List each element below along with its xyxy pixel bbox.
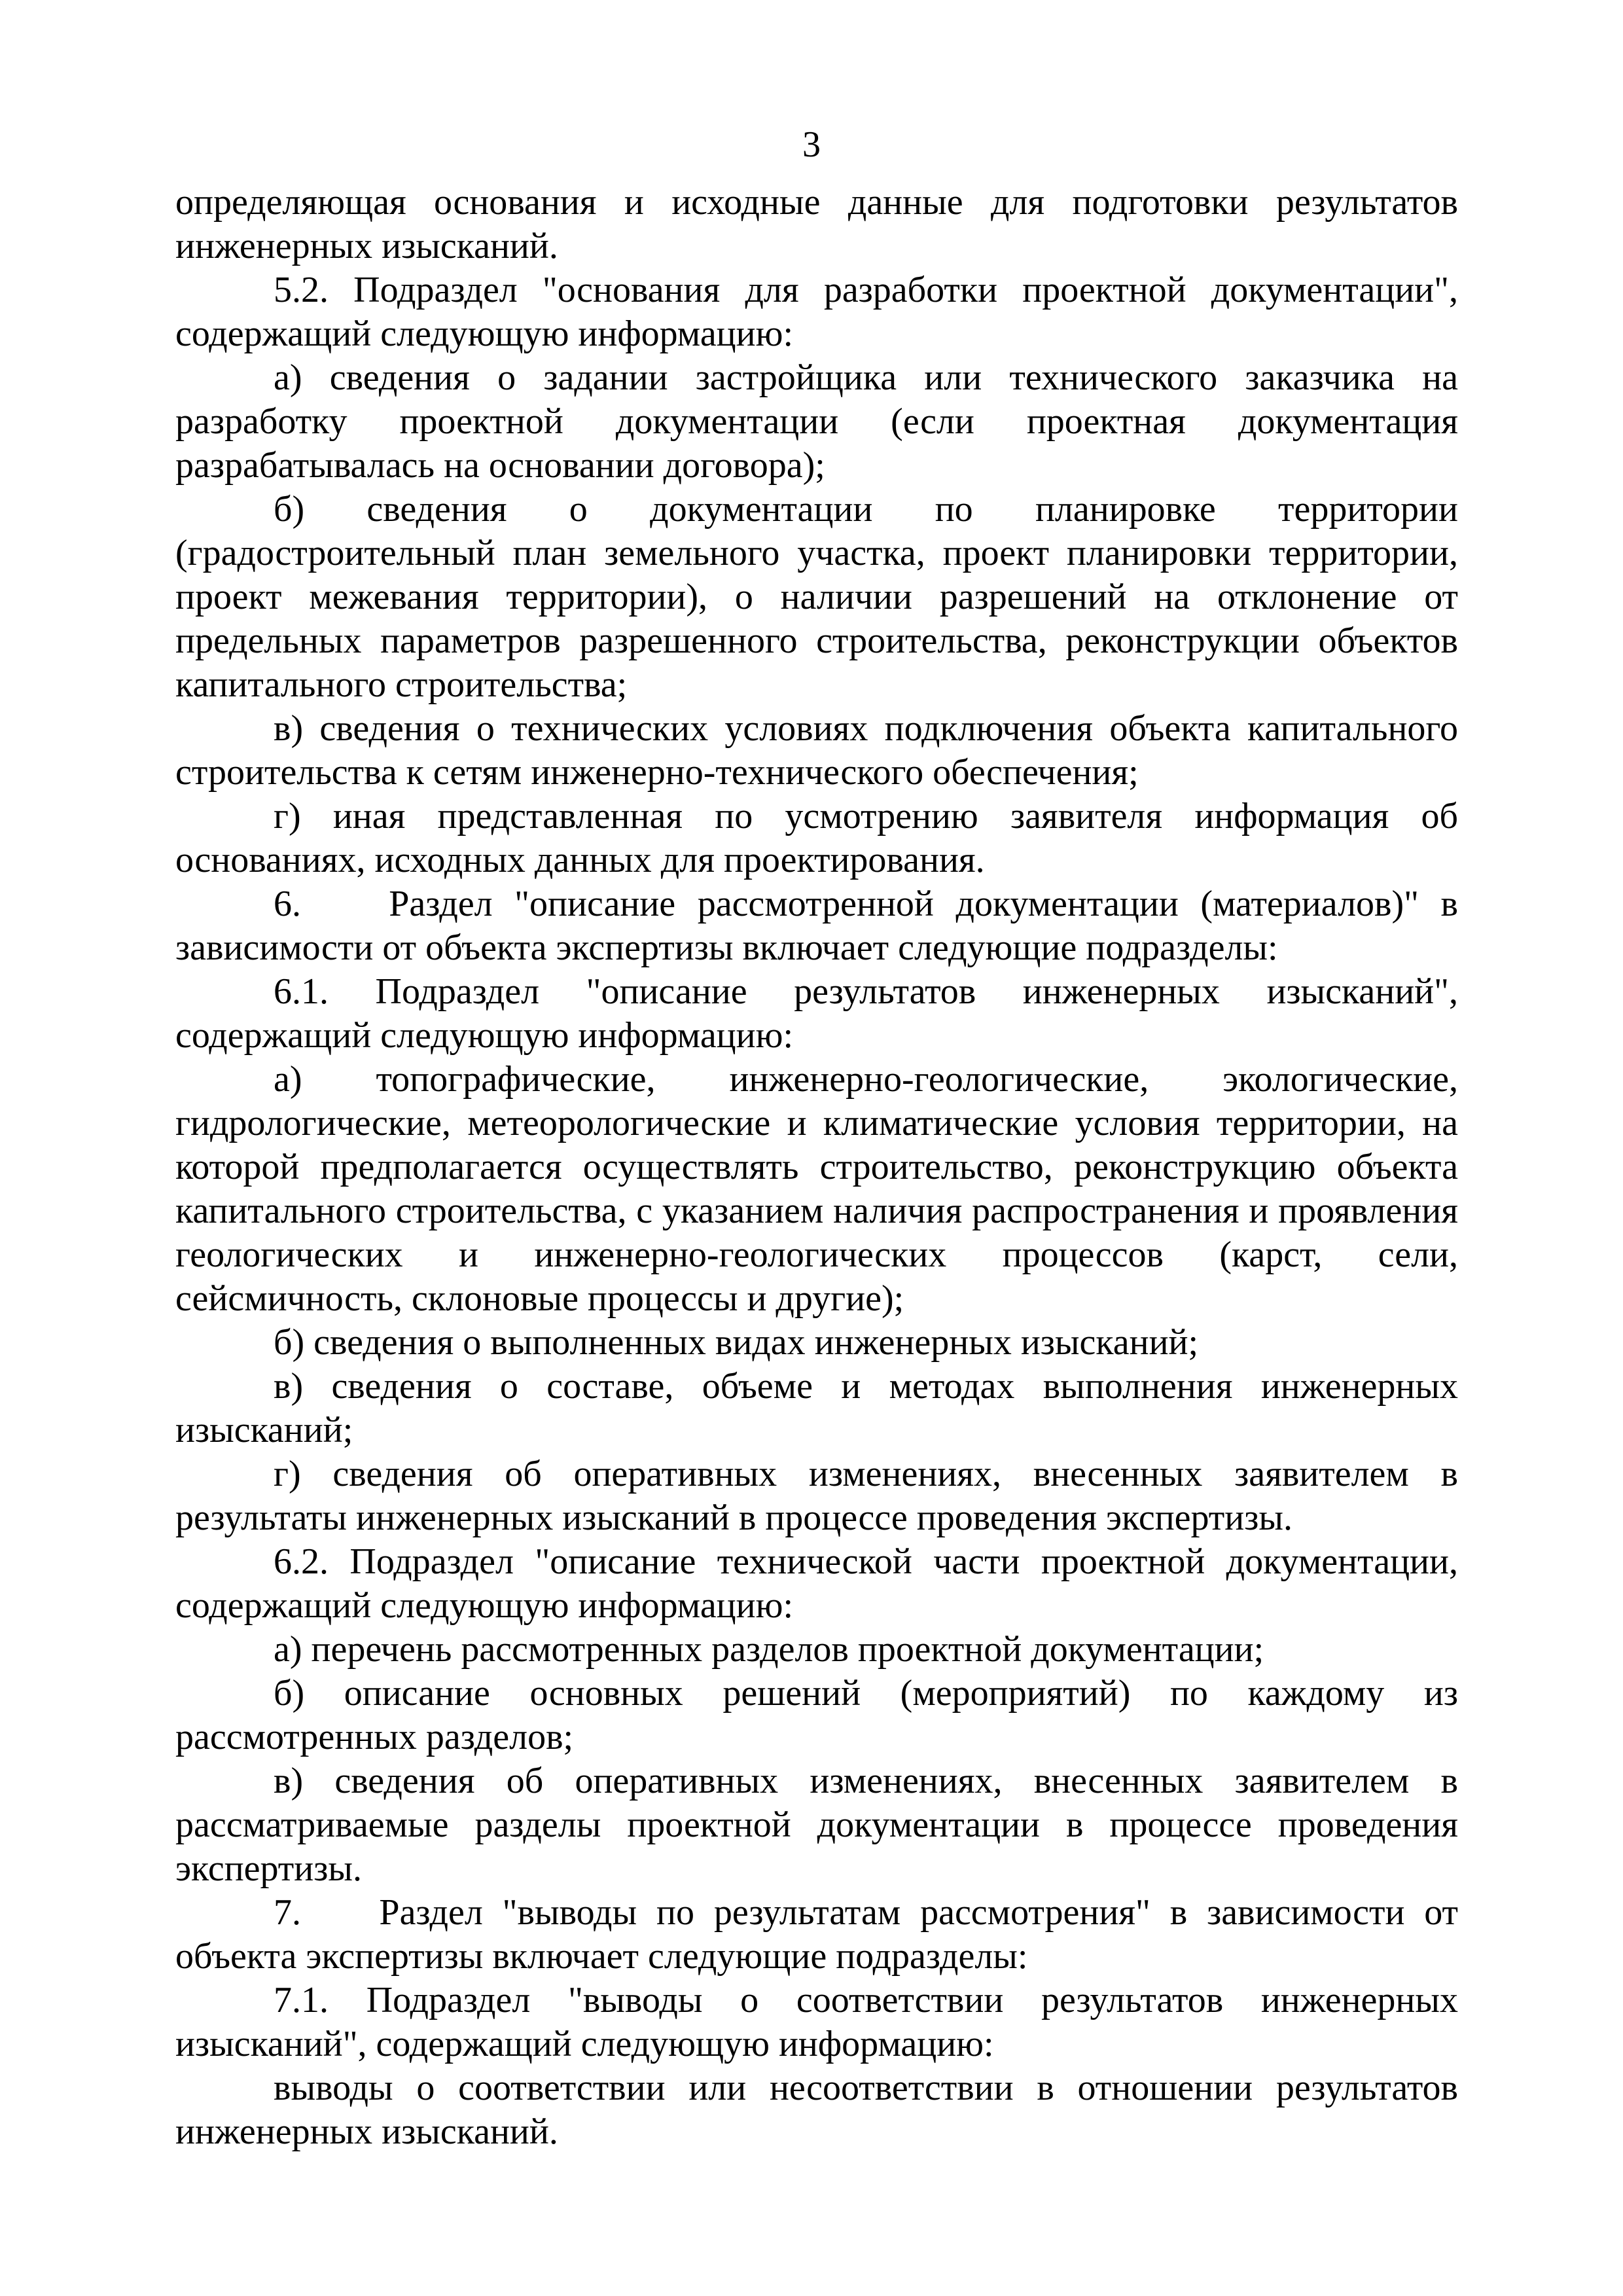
paragraph-item-g: г) сведения об оперативных изменениях, внесенных заявителем в результаты инженерных изысканий в процессе проведения экспертизы. [175,1454,1458,1538]
paragraph-item-a: а) сведения о задании застройщика или технического заказчика на разработку проектной документации (если проектная документация разрабатывалась на основании договора); [175,357,1458,486]
paragraph-item-v: в) сведения о составе, объеме и методах выполнения инженерных изысканий; [175,1366,1458,1450]
paragraph-section-7: 7. Раздел "выводы по результатам рассмотрения" в зависимости от объекта экспертизы включает следующие подразделы: [175,1892,1467,1977]
paragraph-item-b: б) описание основных решений (мероприятий) по каждому из рассмотренных разделов; [175,1673,1458,1757]
page-number: 3 [802,124,821,165]
paragraph-item-b: б) сведения о выполненных видах инженерных изысканий; [274,1322,1199,1363]
paragraph-subsection-7-1: 7.1. Подраздел "выводы о соответствии результатов инженерных изысканий", содержащий следующую информацию: [175,1980,1458,2064]
paragraph-subsection-6-2: 6.2. Подраздел "описание технической части проектной документации, содержащий следующую информацию: [175,1541,1458,1626]
paragraph-continuation: определяющая основания и исходные данные для подготовки результатов инженерных изысканий. [175,182,1458,266]
document-body [175,181,1467,2154]
paragraph-item-v: в) сведения об оперативных изменениях, внесенных заявителем в рассматриваемые разделы проектной документации в процессе проведения экспертизы. [175,1761,1458,1889]
paragraph-section-6: 6. Раздел "описание рассмотренной документации (материалов)" в зависимости от объекта экспертизы включает следующие подразделы: [175,884,1467,968]
paragraph-item-a: а) перечень рассмотренных разделов проектной документации; [274,1629,1264,1670]
paragraph-conclusions: выводы о соответствии или несоответствии в отношении результатов инженерных изысканий. [175,2068,1458,2152]
paragraph-subsection-6-1: 6.1. Подраздел "описание результатов инженерных изысканий", содержащий следующую информацию: [175,971,1458,1056]
paragraph-item-g: г) иная представленная по усмотрению заявителя информация об основаниях, исходных данных для проектирования. [175,796,1458,880]
paragraph-item-b: б) сведения о документации по планировке территории (градостроительный план земельного участка, проект планировки территории, проект межевания территории), о наличии разрешений на отклонение от предельных параметров разрешенного строительства, реконструкции объектов капитального строительства; [175,489,1458,705]
paragraph-item-v: в) сведения о технических условиях подключения объекта капитального строительства к сетям инженерно-технического обеспечения; [175,708,1458,793]
paragraph-item-a: а) топографические, инженерно-геологические, экологические, гидрологические, метеорологические и климатические условия территории, на которой предполагается осуществлять строительство, реконструкцию объекта капитального строительства, с указанием наличия распространения и проявления геологических и инженерно-геологических процессов (карст, сели, сейсмичность, склоновые процессы и другие); [175,1059,1458,1319]
paragraph-subsection-5-2: 5.2. Подраздел "основания для разработки проектной документации", содержащий следующую информацию: [175,270,1458,354]
